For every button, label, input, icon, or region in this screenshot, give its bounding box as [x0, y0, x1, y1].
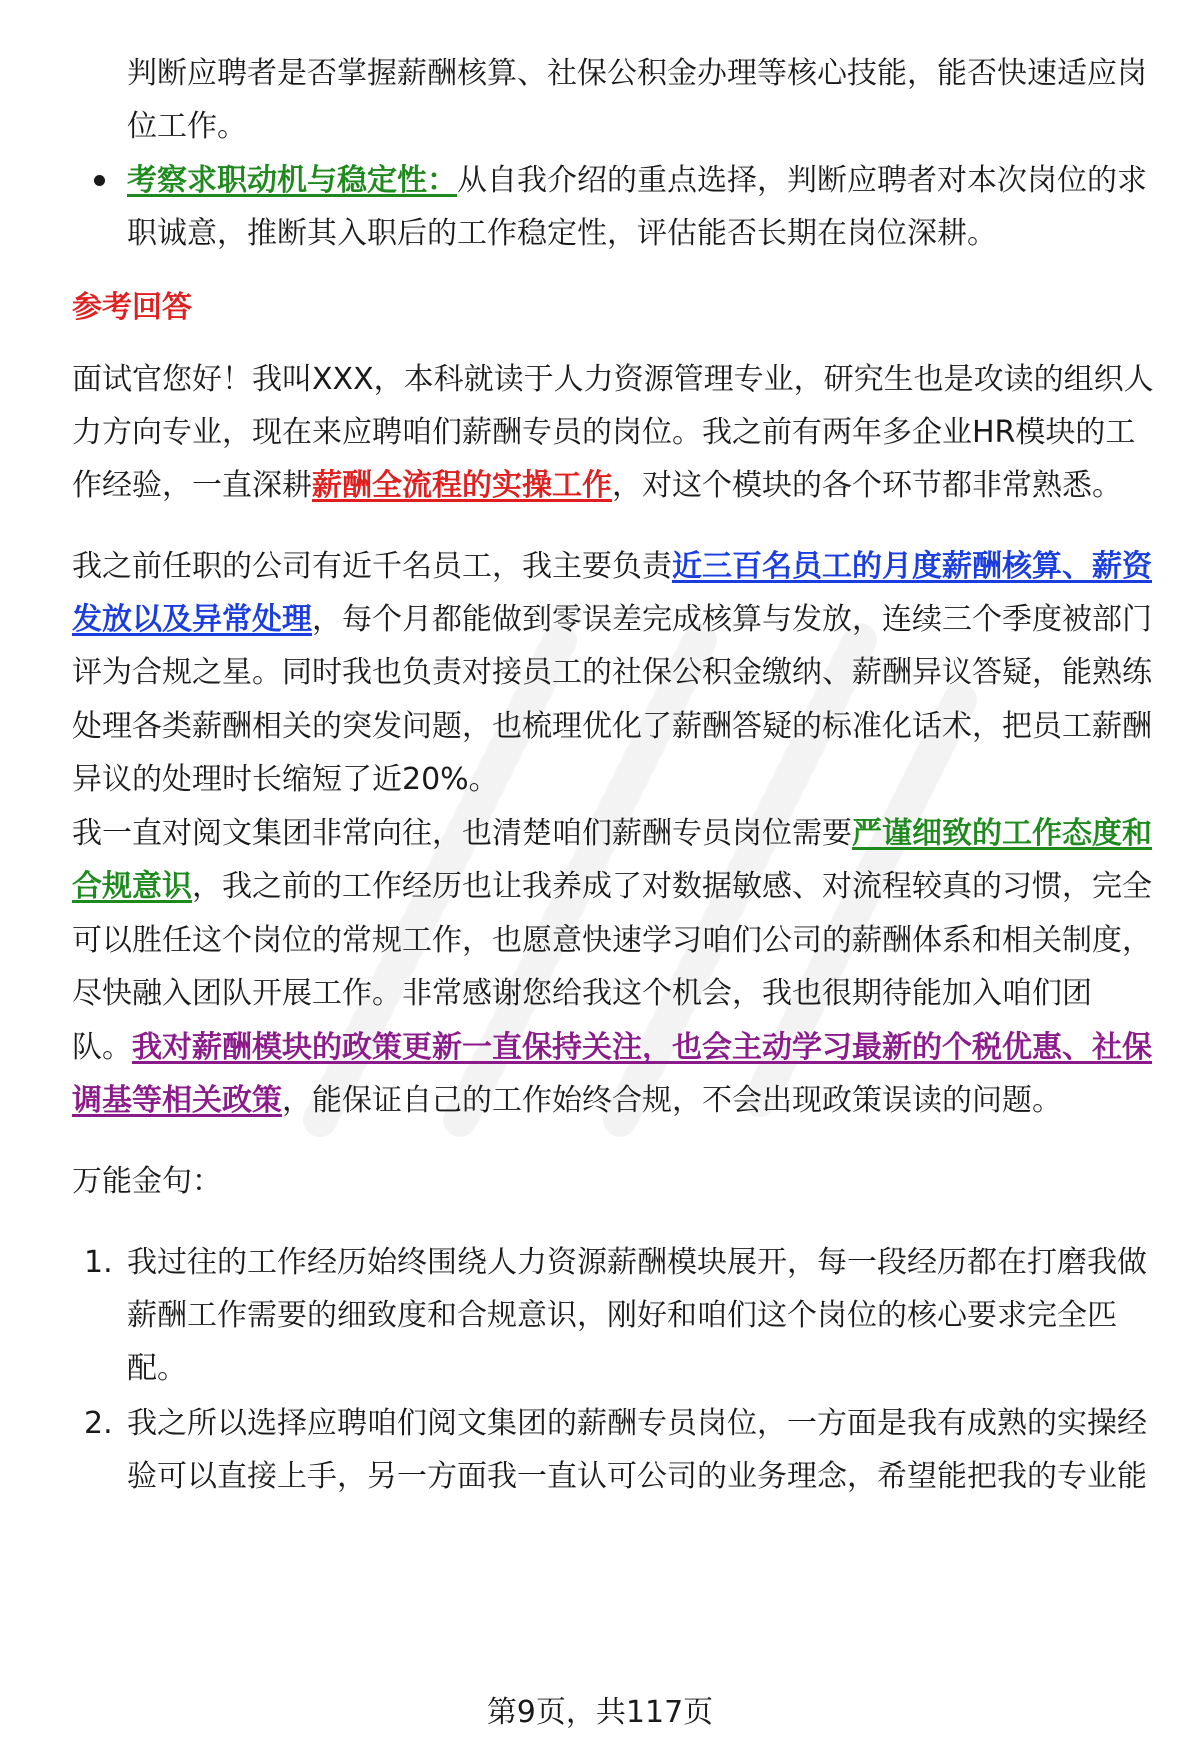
list-number: 1.: [84, 1245, 113, 1280]
p3-line-3: 可以胜任这个岗位的常规工作，也愿意快速学习咱们公司的薪酬体系和相关制度，: [72, 923, 1152, 958]
bullet-dot: [94, 175, 105, 186]
p3-highlight-1: 严谨细致的工作态度和: [852, 816, 1152, 851]
p3-line-1: [72, 814, 1152, 854]
bullet-text: 从自我介绍的重点选择，判断应聘者对本次岗位的求: [457, 163, 1147, 198]
p2-line-1: [72, 547, 1152, 587]
watermark-graphic: [260, 560, 1020, 1160]
list-number: 2.: [84, 1406, 113, 1441]
p1-line-2: 力方向专业，现在来应聘咱们薪酬专员的岗位。我之前有两年多企业HR模块的工: [72, 415, 1136, 450]
p2-highlight-1: 近三百名员工的月度薪酬核算、薪资: [672, 549, 1152, 584]
p3-line-6: [72, 1081, 1062, 1121]
intro-item-line-2: 位工作。: [127, 109, 247, 144]
bullet-item-line-2: 职诚意，推断其入职后的工作稳定性，评估能否长期在岗位深耕。: [127, 216, 997, 251]
intro-item-line-1: 判断应聘者是否掌握薪酬核算、社保公积金办理等核心技能，能否快速适应岗: [127, 56, 1147, 91]
p3-text-5: 队。: [72, 1030, 132, 1065]
list-item-2-line-2: 验可以直接上手，另一方面我一直认可公司的业务理念，希望能把我的专业能: [127, 1459, 1147, 1494]
page-footer: 第9页，共117页: [486, 1695, 714, 1730]
p1-text-end: ，对这个模块的各个环节都非常熟悉。: [612, 468, 1122, 503]
list-item-1-line-1: 我过往的工作经历始终围绕人力资源薪酬模块展开，每一段经历都在打磨我做: [127, 1245, 1147, 1280]
p3-highlight-2: 合规意识: [72, 869, 192, 904]
p3-text-2: ，我之前的工作经历也让我养成了对数据敏感、对流程较真的习惯，完全: [192, 869, 1152, 904]
p2-line-3: 评为合规之星。同时我也负责对接员工的社保公积金缴纳、薪酬异议答疑，能熟练: [72, 655, 1152, 690]
p3-text-6: ，能保证自己的工作始终合规，不会出现政策误读的问题。: [282, 1083, 1062, 1118]
p3-highlight-3: 我对薪酬模块的政策更新一直保持关注，也会主动学习最新的个税优惠、社保: [132, 1030, 1152, 1065]
p3-text: 我一直对阅文集团非常向往，也清楚咱们薪酬专员岗位需要: [72, 816, 852, 851]
p2-highlight-2: 发放以及异常处理: [72, 602, 312, 637]
bullet-item-line-1: [127, 161, 1147, 201]
list-item-1-line-2: 薪酬工作需要的细致度和合规意识，刚好和咱们这个岗位的核心要求完全匹: [127, 1298, 1117, 1333]
list-item-2-line-1: 我之所以选择应聘咱们阅文集团的薪酬专员岗位，一方面是我有成熟的实操经: [127, 1406, 1147, 1441]
p3-line-2: [72, 867, 1152, 907]
p2-text-2: ，每个月都能做到零误差完成核算与发放，连续三个季度被部门: [312, 602, 1152, 637]
golden-title: 万能金句：: [72, 1164, 222, 1199]
section-title: 参考回答: [72, 290, 192, 325]
p1-line-3: [72, 466, 1122, 506]
p2-text: 我之前任职的公司有近千名员工，我主要负责: [72, 549, 672, 584]
p1-line-1: 面试官您好！我叫XXX，本科就读于人力资源管理专业，研究生也是攻读的组织人: [72, 362, 1154, 397]
p2-line-2: [72, 600, 1152, 640]
list-item-1-line-3: 配。: [127, 1351, 187, 1386]
p2-line-5: 异议的处理时长缩短了近20%。: [72, 762, 499, 797]
bullet-label: 考察求职动机与稳定性：: [127, 163, 457, 198]
p1-text: 作经验，一直深耕: [72, 468, 312, 503]
p2-line-4: 处理各类薪酬相关的突发问题，也梳理优化了薪酬答疑的标准化话术，把员工薪酬: [72, 709, 1152, 744]
p3-line-5: [72, 1028, 1152, 1068]
p3-line-4: 尽快融入团队开展工作。非常感谢您给我这个机会，我也很期待能加入咱们团: [72, 976, 1092, 1011]
p3-highlight-4: 调基等相关政策: [72, 1083, 282, 1118]
p1-highlight: 薪酬全流程的实操工作: [312, 468, 612, 503]
